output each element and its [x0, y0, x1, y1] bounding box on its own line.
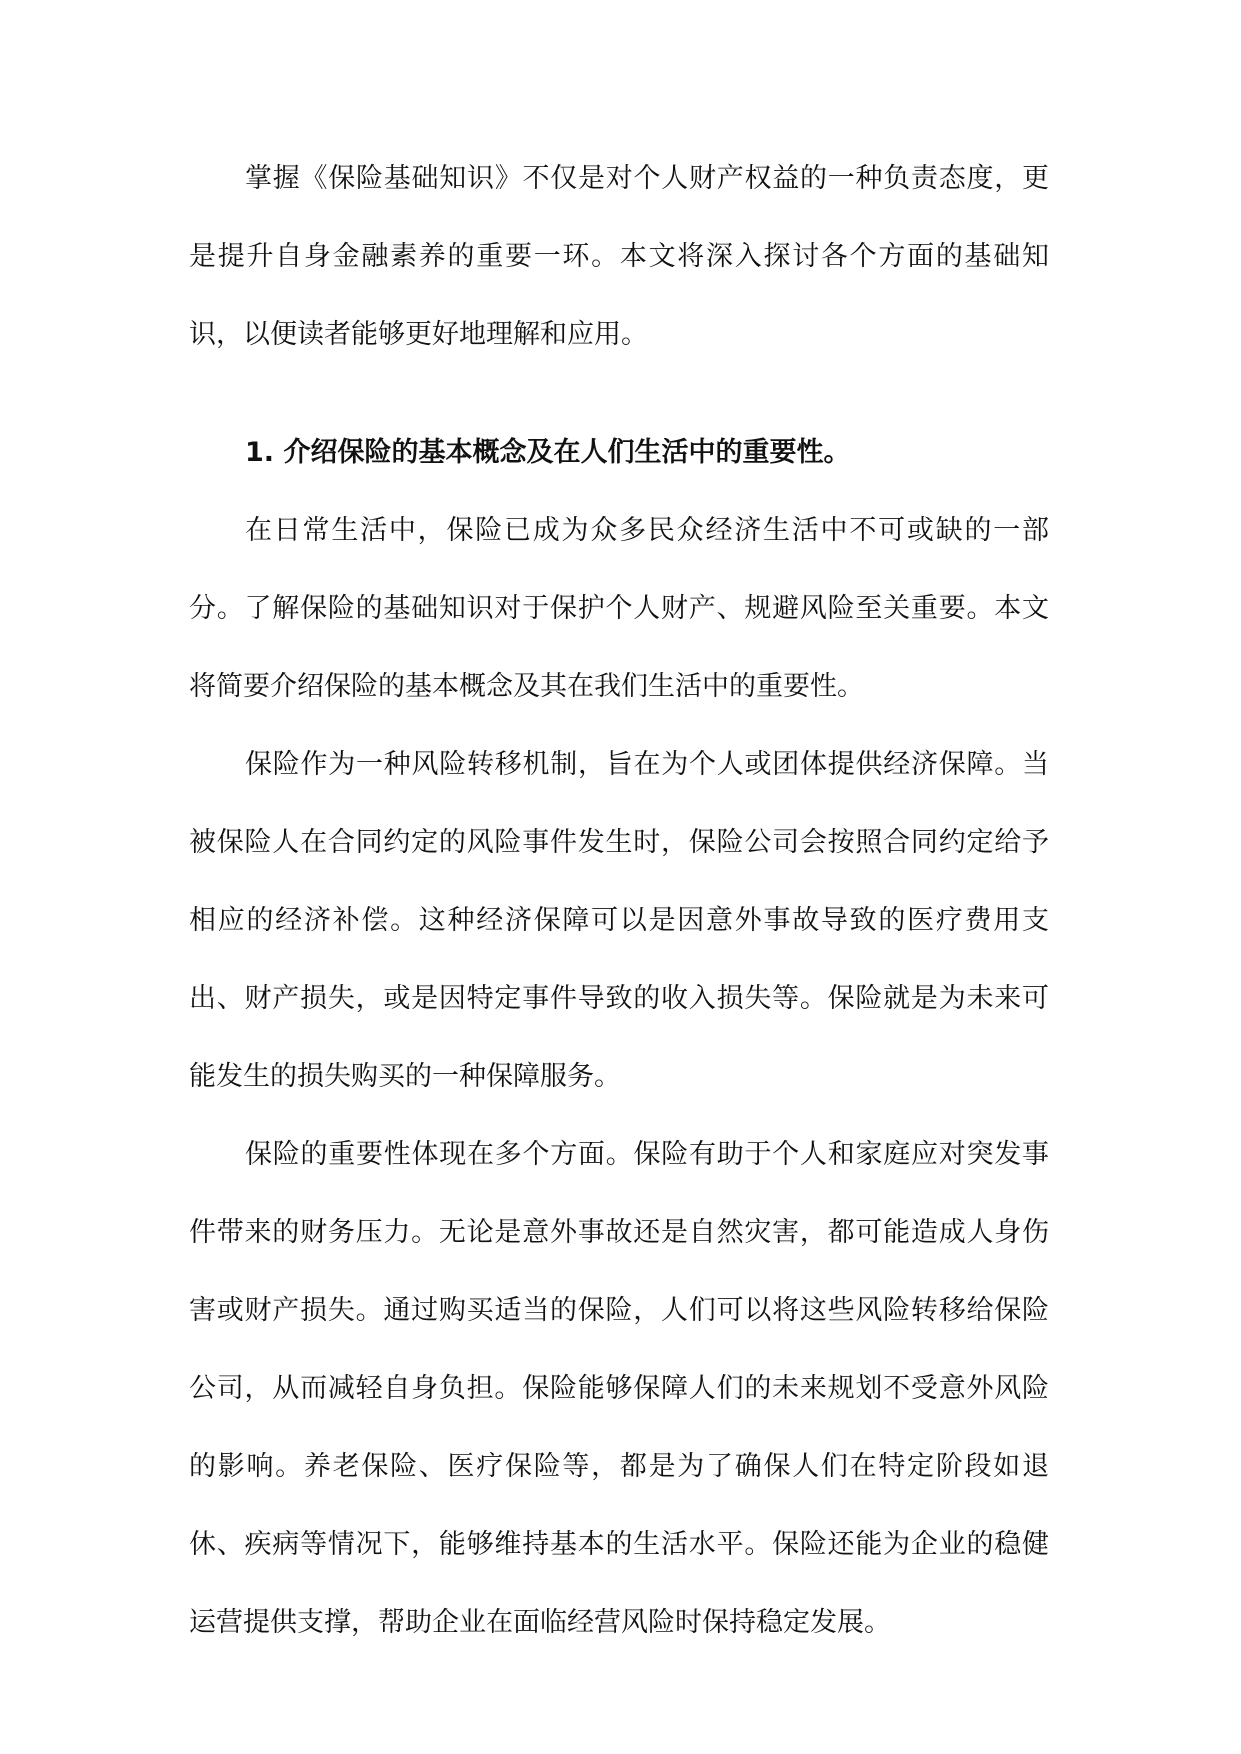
section-heading: 1. 介绍保险的基本概念及在人们生活中的重要性。 [245, 437, 851, 468]
body-paragraph-1: 在日常生活中，保险已成为众多民众经济生活中不可或缺的一部分。了解保险的基础知识对于保护个人财产、规避风险至关重要。本文将简要介绍保险的基本概念及其在我们生活中的重要性。 [189, 515, 1049, 702]
body-paragraph-2: 保险作为一种风险转移机制，旨在为个人或团体提供经济保障。当被保险人在合同约定的风险事件发生时，保险公司会按照合同约定给予相应的经济补偿。这种经济保障可以是因意外事故导致的医疗费用支出、财产损失，或是因特定事件导致的收入损失等。保险就是为未来可能发生的损失购买的一种保障服务。 [189, 749, 1049, 1092]
document-body [189, 140, 1049, 1662]
intro-paragraph: 掌握《保险基础知识》不仅是对个人财产权益的一种负责态度，更是提升自身金融素养的重要一环。本文将深入探讨各个方面的基础知识，以便读者能够更好地理解和应用。 [189, 163, 1049, 350]
body-paragraph-3: 保险的重要性体现在多个方面。保险有助于个人和家庭应对突发事件带来的财务压力。无论是意外事故还是自然灾害，都可能造成人身伤害或财产损失。通过购买适当的保险，人们可以将这些风险转移给保险公司，从而减轻自身负担。保险能够保障人们的未来规划不受意外风险的影响。养老保险、医疗保险等，都是为了确保人们在特定阶段如退休、疾病等情况下，能够维持基本的生活水平。保险还能为企业的稳健运营提供支撑，帮助企业在面临经营风险时保持稳定发展。 [189, 1139, 1049, 1638]
